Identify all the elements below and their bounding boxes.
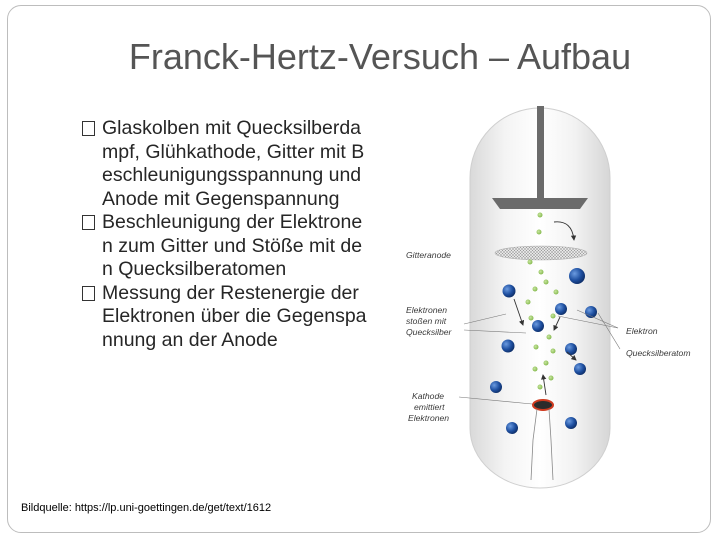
bullet-item [82,117,372,211]
image-source-caption: Bildquelle: https://lp.uni-goettingen.de/get/text/1612 [21,502,272,514]
electron [544,361,549,366]
checkbox-bullet-icon [82,121,95,136]
label-elektronen-stossen: Elektronen [406,305,448,315]
electron [529,316,534,321]
electron [534,345,539,350]
anode-rod [537,106,544,202]
electron [538,213,543,218]
bullet-item [82,211,372,282]
electron [537,230,542,235]
electron [551,314,556,319]
electron [528,260,533,265]
electron [554,290,559,295]
label-elektronen-stossen: Quecksilber [406,327,452,337]
mercury-atom [532,320,544,332]
label-elektron: Elektron [626,326,658,336]
checkbox-bullet-icon [82,286,95,301]
mercury-atom [490,381,502,393]
electron [526,300,531,305]
electron [538,385,543,390]
cathode [533,400,553,410]
bullet-item [82,282,372,353]
electron [551,349,556,354]
mercury-atom [502,340,515,353]
label-gitteranode: Gitteranode [406,250,451,260]
mercury-atom [574,363,586,375]
mercury-atom [555,303,567,315]
anode-plate [492,198,588,209]
mercury-atom [506,422,518,434]
grid-mesh [495,246,587,260]
electron [539,270,544,275]
bullet-text: Beschleunigung der Elektronen zum Gitter und Stöße mit den Quecksilberatomen [102,211,363,280]
mercury-atom [565,417,577,429]
label-kathode: emittiert [414,402,445,412]
bullet-text: Messung der Restenergie der Elektronen über die Gegenspannung an der Anode [102,281,367,351]
checkbox-bullet-icon [82,215,95,230]
mercury-atom [565,343,577,355]
electron [549,376,554,381]
electron [533,287,538,292]
bullet-text: Glaskolben mit Quecksilberdampf, Glühkathode, Gitter mit Beschleunigungsspannung und Anode mit Gegenspannung [102,117,365,210]
label-elektronen-stossen: stoßen mit [406,316,447,326]
slide-title: Franck-Hertz-Versuch – Aufbau [128,36,632,77]
label-quecksilberatom: Quecksilberatom [626,348,691,358]
electron [547,335,552,340]
bullet-list [82,117,372,352]
mercury-atom [503,285,516,298]
label-kathode: Kathode [412,391,445,401]
franck-hertz-apparatus-diagram [398,100,708,495]
electron [533,367,538,372]
electron [544,280,549,285]
label-kathode: Elektronen [408,413,450,423]
mercury-atom [569,268,585,284]
